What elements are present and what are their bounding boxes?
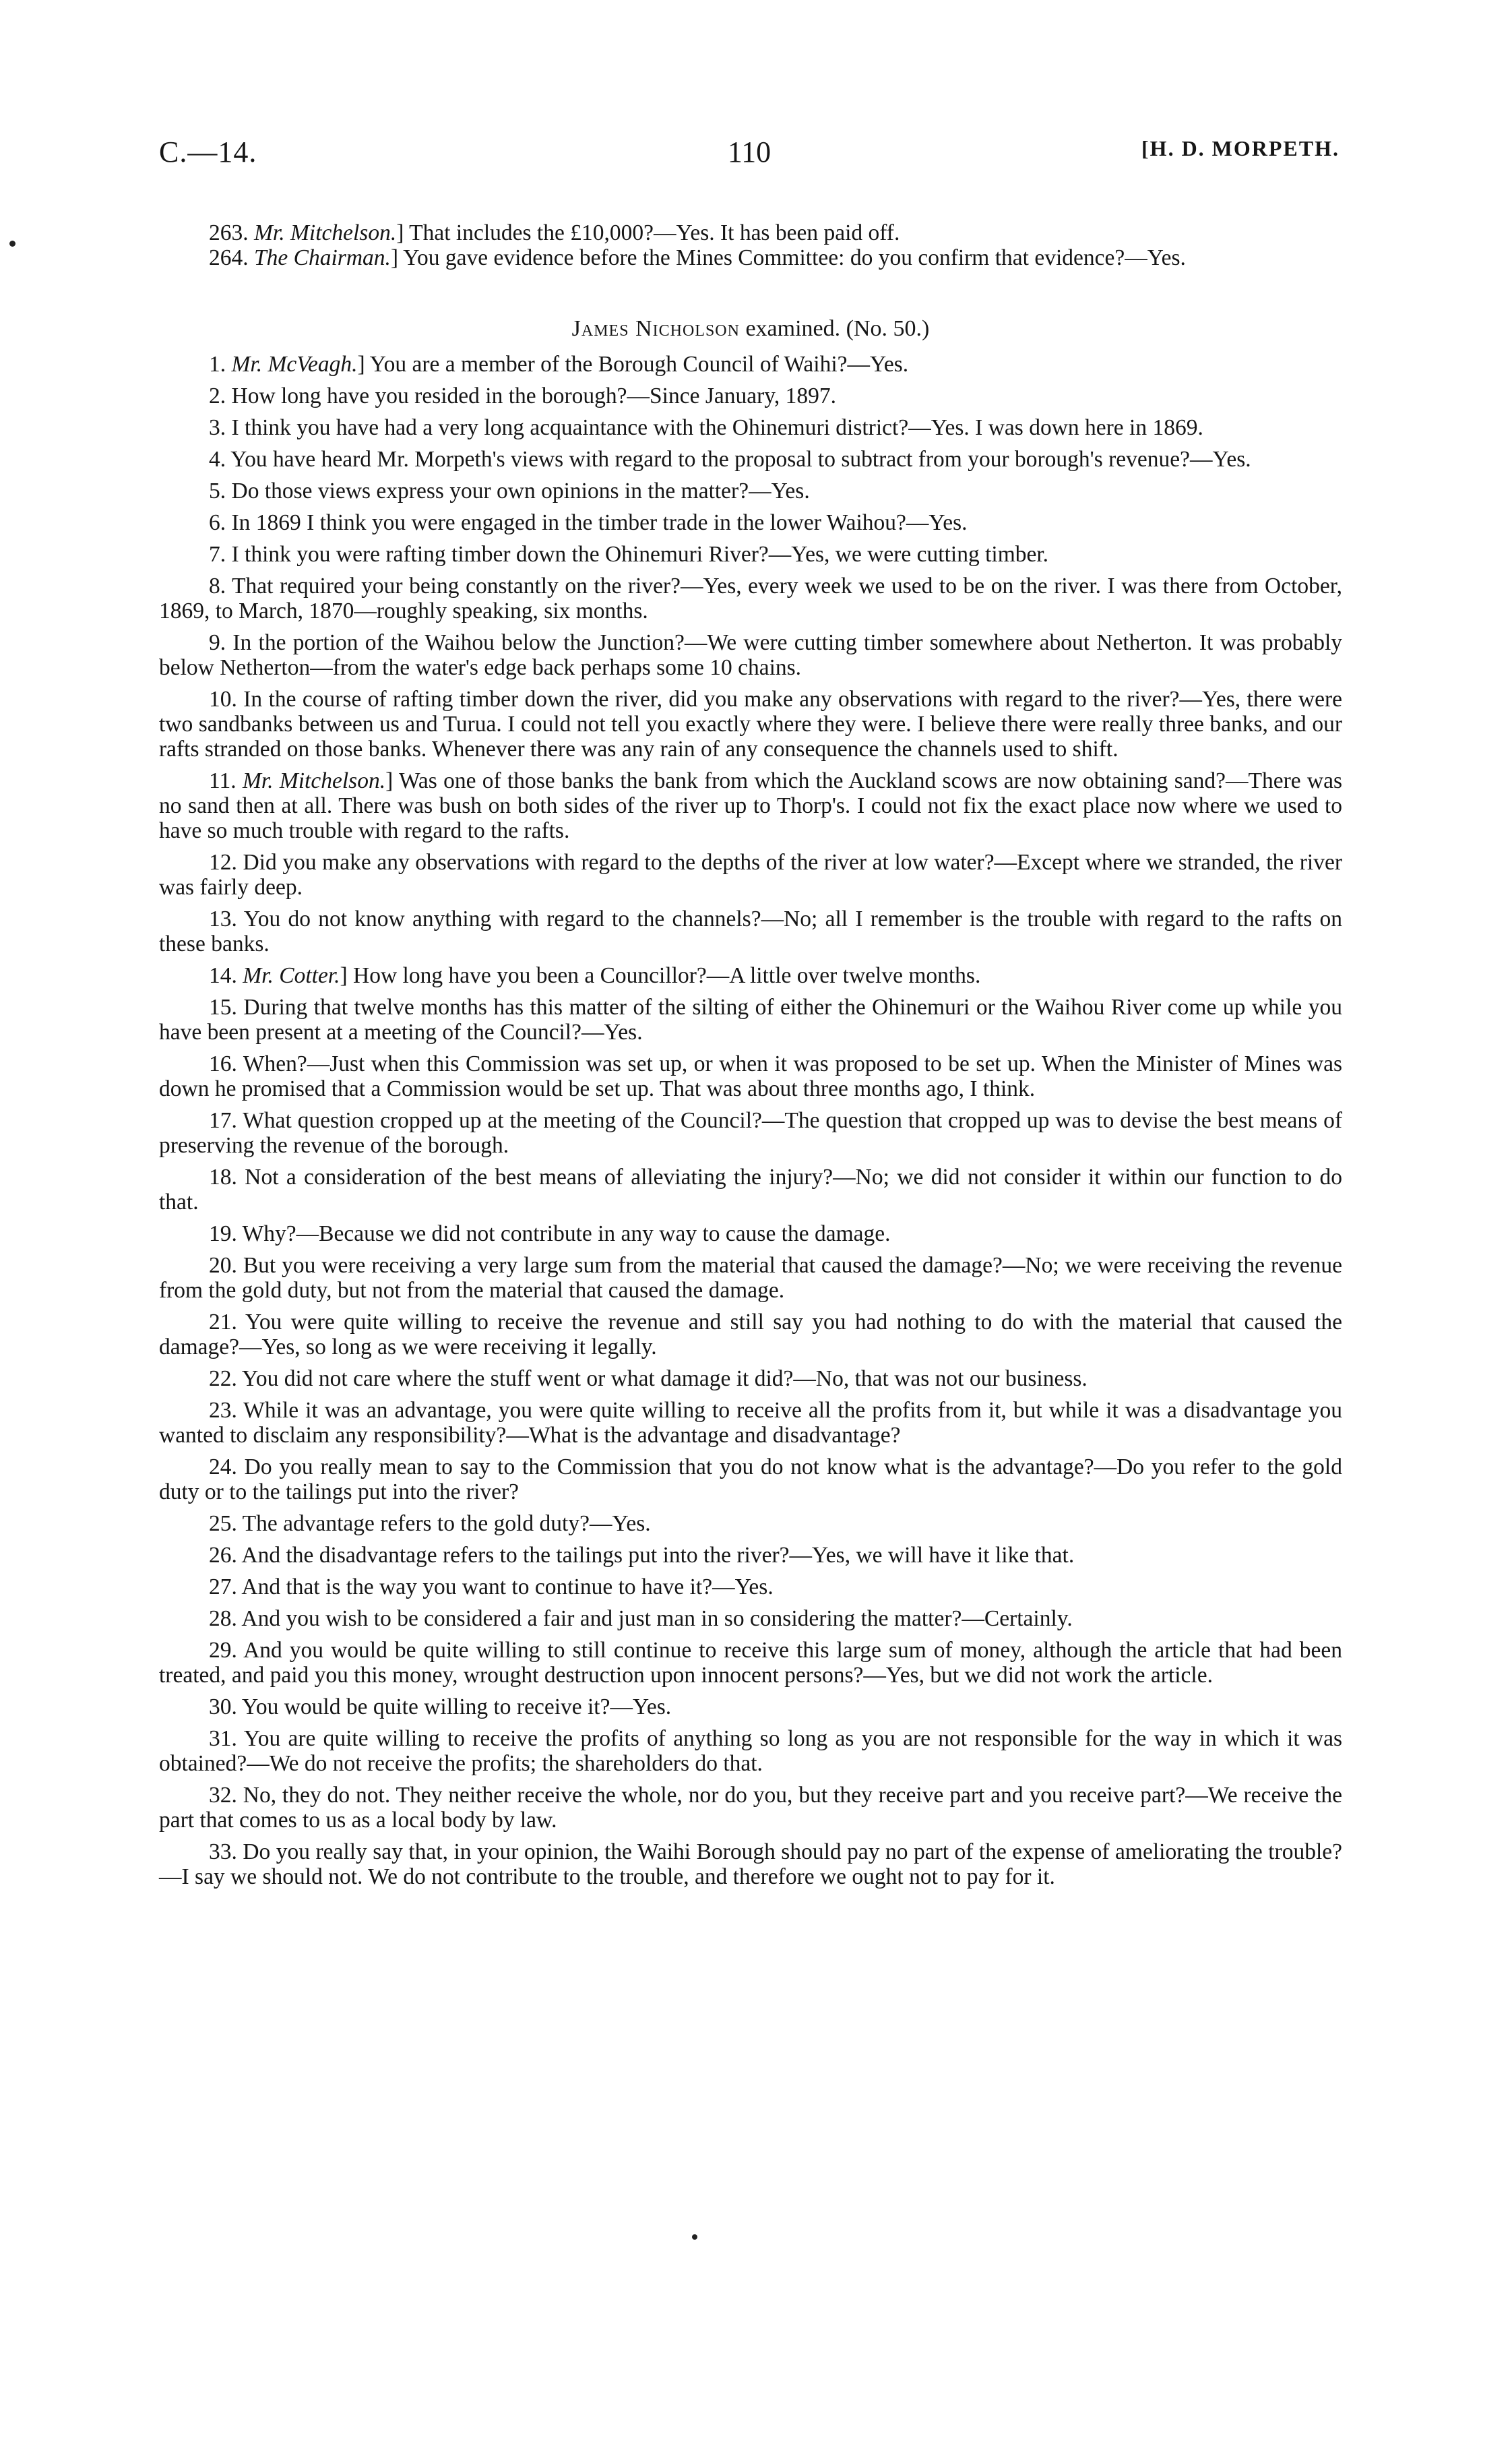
question-number: 3.: [209, 415, 226, 440]
question-number: 33.: [209, 1839, 237, 1864]
question-number: 264.: [209, 245, 249, 270]
question-number: 20.: [209, 1253, 237, 1278]
question-number: 6.: [209, 510, 226, 535]
question-number: 16.: [209, 1051, 237, 1076]
question-item: [159, 1638, 1342, 1688]
question-text: Do those views express your own opinions in the matter?—Yes.: [231, 479, 810, 503]
question-text: How long have you resided in the borough?—Since January, 1897.: [231, 384, 836, 408]
question-text: In the portion of the Waihou below the Junction?—We were cutting timber somewhere about Netherton. It was probably below Netherton—from the water's edge back perhaps some 10 chains.: [159, 630, 1343, 680]
question-item: [159, 1051, 1342, 1101]
question-item: [159, 1165, 1342, 1215]
question-item: [159, 1511, 1342, 1536]
question-item: [159, 1108, 1342, 1158]
question-text: In 1869 I think you were engaged in the timber trade in the lower Waihou?—Yes.: [231, 510, 968, 535]
question-text: And that is the way you want to continue to have it?—Yes.: [241, 1574, 774, 1599]
speaker-name: The Chairman.: [254, 245, 391, 270]
question-text: You do not know anything with regard to the channels?—No; all I remember is the trouble with regard to the rafts on these banks.: [159, 907, 1342, 956]
question-text: Was one of those banks the bank from which the Auckland scows are now obtaining sand?—There was no sand then at all. There was bush on both sides of the river up to Thorp's. I could not fix the exact place now where we used to have so much trouble with regard to the rafts.: [159, 768, 1343, 843]
question-text: While it was an advantage, you were quite willing to receive all the profits from it, but while it was a disadvantage you wanted to disclaim any responsibility?—What is the advantage and disadvantage?: [159, 1398, 1342, 1448]
question-number: 11.: [209, 768, 237, 793]
witness-running-head: [H. D. MORPETH.: [1141, 136, 1340, 160]
carryover-section: [159, 220, 1342, 270]
question-item: [159, 1574, 1342, 1599]
question-text: During that twelve months has this matter of the silting of either the Ohinemuri or the Waihou River come up while you have been present at a meeting of the Council?—Yes.: [159, 995, 1343, 1045]
question-text: Do you really mean to say to the Commission that you do not know what is the advantage?—Do you refer to the gold duty or to the tailings put into the river?: [159, 1454, 1342, 1504]
speaker-name: Mr. McVeagh.: [231, 352, 358, 377]
question-item: [159, 1694, 1342, 1719]
question-item: [159, 1606, 1342, 1631]
question-text: When?—Just when this Commission was set up, or when it was proposed to be set up. When the Minister of Mines was down he promised that a Commission would be set up. That was about three months ago, I think.: [159, 1051, 1343, 1101]
question-number: 23.: [209, 1398, 237, 1423]
question-item: [159, 995, 1342, 1045]
question-item: [159, 1839, 1342, 1889]
heading-rest: examined. (No. 50.): [745, 316, 930, 341]
question-text: You were quite willing to receive the revenue and still say you had nothing to do with the material that caused the damage?—Yes, so long as we were receiving it legally.: [159, 1310, 1342, 1359]
question-number: 27.: [209, 1574, 237, 1599]
question-item: [159, 1783, 1342, 1833]
question-number: 5.: [209, 479, 226, 503]
question-item: [159, 1454, 1342, 1504]
question-number: 10.: [209, 687, 237, 712]
question-item: [159, 1398, 1342, 1448]
question-item: 11. Mr. Mitchelson.] Was one of those banks the bank from which the Auckland scows are now obtaining sand?—There was no sand then at all. There was bush on both sides of the river up to Thorp's. I could not fix the exact place now where we used to have so much trouble with regard to the rafts.: [159, 768, 1343, 843]
question-number: 21.: [209, 1310, 237, 1335]
question-item: [159, 542, 1342, 567]
question-number: 19.: [209, 1221, 237, 1246]
question-list: [159, 352, 1342, 1889]
question-item: [159, 415, 1342, 440]
section-heading: [159, 316, 1342, 341]
question-text: You have heard Mr. Morpeth's views with regard to the proposal to subtract from your borough's revenue?—Yes.: [230, 447, 1251, 472]
question-text: And the disadvantage refers to the tailings put into the river?—Yes, we will have it like that.: [241, 1543, 1075, 1568]
question-item: [159, 574, 1342, 623]
question-number: 24.: [209, 1454, 237, 1479]
page-number: 110: [727, 135, 771, 168]
question-text: You are quite willing to receive the profits of anything so long as you are not responsible for the way in which it was obtained?—We do not receive the profits; the shareholders do that.: [159, 1726, 1342, 1776]
question-item: 264. The Chairman.] You gave evidence before the Mines Committee: do you confirm that evidence?—Yes.: [209, 245, 1186, 270]
question-number: 29.: [209, 1638, 237, 1663]
question-item: [159, 1366, 1342, 1391]
question-item: [159, 1221, 1342, 1246]
question-number: 9.: [209, 630, 226, 655]
witness-name: James Nicholson: [571, 316, 740, 341]
question-text: Not a consideration of the best means of alleviating the injury?—No; we did not consider it within our function to do that.: [159, 1165, 1342, 1215]
question-item: [159, 630, 1342, 680]
question-item: 1. Mr. McVeagh.] You are a member of the Borough Council of Waihi?—Yes.: [209, 352, 909, 377]
question-number: 15.: [209, 995, 237, 1020]
question-number: 30.: [209, 1694, 237, 1719]
question-item: [159, 907, 1342, 956]
question-number: 7.: [209, 542, 226, 567]
question-number: 32.: [209, 1783, 237, 1808]
question-text: You would be quite willing to receive it?—Yes.: [242, 1694, 672, 1719]
speaker-name: Mr. Mitchelson.: [242, 768, 386, 793]
question-item: [159, 1543, 1342, 1568]
question-text: That required your being constantly on the river?—Yes, every week we used to be on the river. I was there from October, 1869, to March, 1870—roughly speaking, six months.: [159, 574, 1342, 623]
question-number: 28.: [209, 1606, 237, 1631]
speaker-name: Mr. Mitchelson.: [254, 220, 397, 245]
question-number: 1.: [209, 352, 226, 377]
question-text: What question cropped up at the meeting of the Council?—The question that cropped up was to devise the best means of preserving the revenue of the borough.: [159, 1108, 1342, 1158]
question-text: I think you were rafting timber down the Ohinemuri River?—Yes, we were cutting timber.: [231, 542, 1049, 567]
question-text: The advantage refers to the gold duty?—Yes.: [242, 1511, 651, 1536]
question-text: Do you really say that, in your opinion, the Waihi Borough should pay no part of the expense of ameliorating the trouble?—I say we should not. We do not contribute to the trouble, and therefore we ought not to pay for it.: [159, 1839, 1342, 1889]
question-item: [159, 1726, 1342, 1776]
speaker-name: Mr. Cotter.: [243, 963, 340, 988]
report-code: C.—14.: [159, 135, 257, 168]
question-item: [159, 384, 1342, 408]
question-text: In the course of rafting timber down the river, did you make any observations with regard to the river?—Yes, there were two sandbanks between us and Turua. I could not tell you exactly where they were. I believe there were really three banks, and our rafts stranded on those banks. Whenever there was any rain of any consequence the channels used to shift.: [159, 687, 1342, 762]
question-number: 25.: [209, 1511, 237, 1536]
question-number: 13.: [209, 907, 237, 931]
question-number: 4.: [209, 447, 226, 472]
question-text: How long have you been a Councillor?—A little over twelve months.: [353, 963, 981, 988]
question-text: You are a member of the Borough Council of Waihi?—Yes.: [369, 352, 909, 377]
question-number: 26.: [209, 1543, 237, 1568]
question-item: [159, 447, 1342, 472]
question-item: [159, 510, 1342, 535]
question-text: And you would be quite willing to still continue to receive this large sum of money, although the article that had been treated, and paid you this money, wrought destruction upon innocent persons?—Yes, but we did not work the article.: [159, 1638, 1342, 1688]
question-number: 31.: [209, 1726, 237, 1751]
question-number: 12.: [209, 850, 237, 875]
question-item: [159, 479, 1342, 503]
margin-mark: [9, 241, 15, 247]
question-item: 263. Mr. Mitchelson.] That includes the £10,000?—Yes. It has been paid off.: [209, 220, 900, 245]
question-number: 2.: [209, 384, 226, 408]
question-text: And you wish to be considered a fair and just man in so considering the matter?—Certainly.: [241, 1606, 1073, 1631]
question-item: [159, 687, 1342, 762]
question-item: 14. Mr. Cotter.] How long have you been a Councillor?—A little over twelve months.: [209, 963, 981, 988]
question-text: That includes the £10,000?—Yes. It has been paid off.: [409, 220, 900, 245]
question-number: 263.: [209, 220, 249, 245]
end-mark: [692, 2234, 697, 2240]
question-number: 18.: [209, 1165, 237, 1190]
question-item: [159, 850, 1342, 900]
question-text: Did you make any observations with regard to the depths of the river at low water?—Except where we stranded, the river was fairly deep.: [159, 850, 1342, 900]
question-text: I think you have had a very long acquaintance with the Ohinemuri district?—Yes. I was down here in 1869.: [231, 415, 1203, 440]
question-text: You gave evidence before the Mines Committee: do you confirm that evidence?—Yes.: [403, 245, 1186, 270]
page-header: [159, 135, 1340, 175]
question-item: [159, 1310, 1342, 1359]
document-body: [159, 220, 1342, 1889]
question-item: [159, 1253, 1342, 1303]
question-text: No, they do not. They neither receive the whole, nor do you, but they receive part and you receive part?—We receive the part that comes to us as a local body by law.: [159, 1783, 1343, 1833]
question-number: 8.: [209, 574, 226, 599]
question-number: 17.: [209, 1108, 237, 1133]
question-number: 14.: [209, 963, 237, 988]
question-text: You did not care where the stuff went or what damage it did?—No, that was not our business.: [242, 1366, 1088, 1391]
question-text: Why?—Because we did not contribute in any way to cause the damage.: [242, 1221, 891, 1246]
question-number: 22.: [209, 1366, 237, 1391]
question-text: But you were receiving a very large sum from the material that caused the damage?—No; we were receiving the revenue from the gold duty, but not from the material that caused the damage.: [159, 1253, 1342, 1303]
